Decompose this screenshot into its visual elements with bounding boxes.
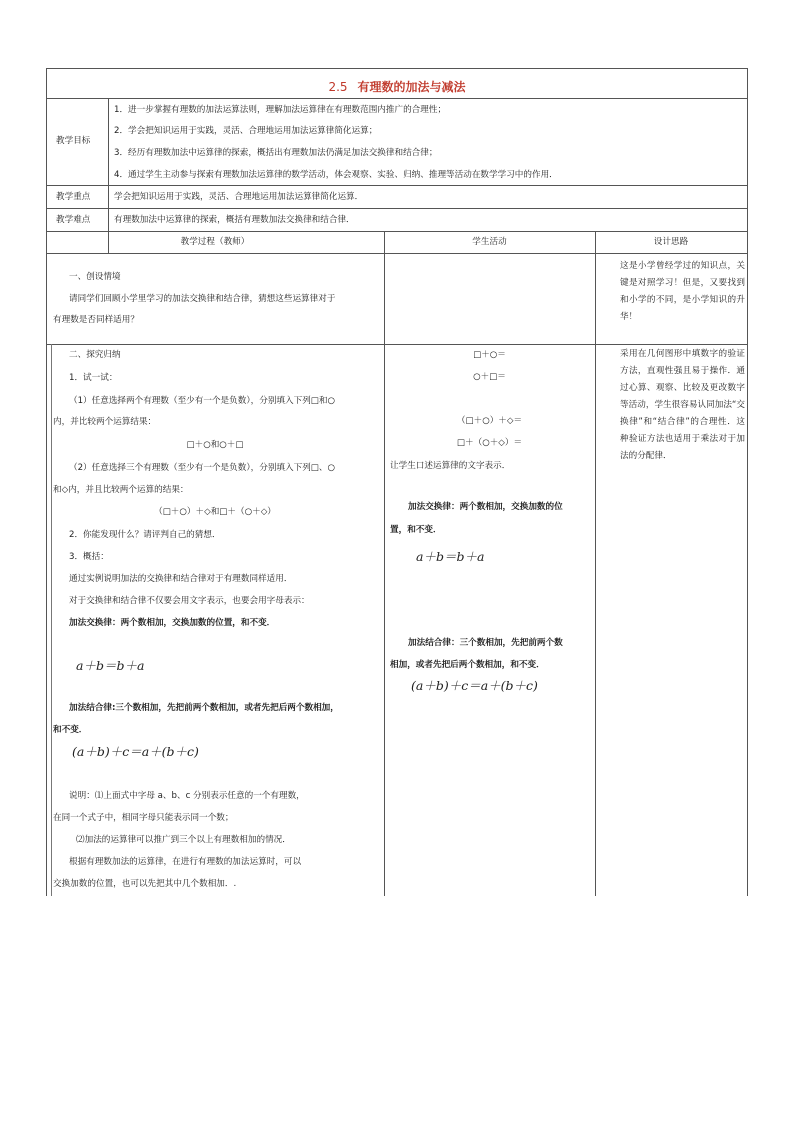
row-divider (46, 208, 748, 209)
key-point-text: 学会把知识运用于实践，灵活、合理地运用加法运算律简化运算． (114, 192, 364, 202)
row-divider (46, 253, 748, 254)
task1-text: （1）任意选择两个有理数（至少有一个是负数），分别填入下列□和○ (69, 396, 336, 406)
label-column-divider (108, 98, 109, 253)
design-column-header: 设计思路 (653, 237, 689, 247)
goals-label: 教学目标 (56, 136, 91, 146)
process-column-header: 教学过程（教师） (180, 237, 250, 247)
student-column-divider (384, 231, 385, 896)
student-commutative-formula: a＋b＝b＋a (416, 549, 485, 564)
student-activity-text: 让学生口述运算律的文字表示． (390, 461, 511, 471)
explanation-text: 根据有理数加法的运算律，在进行有理数的加法运算时，可以 (69, 857, 302, 867)
task1-text: 内，并比较两个运算结果： (53, 417, 157, 427)
section1-design-note: 这是小学曾经学过的知识点，关键是对照学习！但是，又要找到和小学的不同，是小学知识的升华！ (620, 261, 745, 322)
section1-heading: 一、创设情境 (69, 272, 121, 282)
commutative-formula: a＋b＝b＋a (76, 658, 145, 673)
lesson-plan-table (46, 68, 748, 896)
student-associative-law: 加法结合律：三个数相加，先把前两个数 (408, 638, 563, 648)
table-left-border (46, 68, 47, 896)
question2-text: 2．你能发现什么？请评判自己的猜想． (69, 530, 221, 540)
section2-design-note: 采用在几何图形中填数字的验证方法，直观性强且易于操作．通过心算、观察、比较及更改数字等活动，学生很容易认同加法“交换律”和“结合律”的合理性．这种验证方法也适用于乘法对于加法的分配律． (620, 349, 745, 461)
section1-text: 有理数是否同样适用？ (53, 315, 139, 325)
goal-item: 1．进一步掌握有理数的加法运算法则，理解加法运算律在有理数范围内推广的合理性； (114, 105, 447, 115)
student-fill-expression: ○＋□＝ (473, 372, 506, 382)
student-associative-formula: (a＋b)＋c＝a＋(b＋c) (411, 678, 538, 693)
goal-item: 3．经历有理数加法中运算律的探索，概括出有理数加法仍满足加法交换律和结合律； (114, 148, 438, 158)
task2-text: （2）任意选择三个有理数（至少有一个是负数），分别填入下列□、○ (69, 463, 336, 473)
table-right-border (747, 68, 748, 896)
task2-expression: （□＋○）＋◇和□＋（○＋◇） (154, 507, 276, 517)
student-commutative-law: 置，和不变． (390, 525, 442, 535)
try-label: 1．试一试： (69, 373, 118, 383)
student-fill-expression: □＋○＝ (473, 350, 506, 360)
page-title (46, 78, 748, 95)
title-text: 有理数的加法与减法 (357, 80, 466, 94)
task1-expression: □＋○和○＋□ (186, 440, 244, 450)
student-column-header: 学生活动 (472, 237, 507, 247)
inner-margin-line (51, 344, 52, 896)
goal-item: 2．学会把知识运用于实践，灵活、合理地运用加法运算律简化运算； (114, 126, 378, 136)
student-fill-expression: □＋（○＋◇）＝ (456, 438, 523, 448)
explanation-text: 交换加数的位置，也可以先把其中几个数相加．. (53, 879, 237, 889)
row-divider (46, 231, 748, 232)
associative-law-text: 和不变． (53, 725, 88, 735)
goal-item: 4．通过学生主动参与探索有理数加法运算律的数学活动，体会观察、实验、归纳、推理等活动在数学学习中的作用． (114, 170, 558, 180)
student-commutative-law: 加法交换律：两个数相加，交换加数的位 (408, 502, 563, 512)
difficulty-text: 有理数加法中运算律的探索，概括有理数加法交换律和结合律． (114, 215, 355, 225)
associative-law-text: 加法结合律:三个数相加，先把前两个数相加，或者先把后两个数相加， (69, 703, 339, 713)
student-fill-expression: （□＋○）＋◇＝ (456, 416, 523, 426)
row-divider (46, 185, 748, 186)
commutative-law-text: 加法交换律：两个数相加，交换加数的位置，和不变． (69, 618, 276, 628)
section2-heading: 二、探究归纳 (69, 350, 121, 360)
design-column-divider (595, 231, 596, 896)
explanation-text: 在同一个式子中，相同字母只能表示同一个数； (53, 813, 234, 823)
task2-text: 和◇内，并且比较两个运算的结果： (53, 485, 189, 495)
summary-text: 对于交换律和结合律不仅要会用文字表示，也要会用字母表示： (69, 596, 310, 606)
key-point-label: 教学重点 (56, 192, 91, 202)
row-divider (46, 344, 748, 345)
table-top-border (46, 68, 748, 69)
section1-text: 请同学们回顾小学里学习的加法交换律和结合律，猜想这些运算律对于 (69, 294, 336, 304)
row-divider (46, 98, 748, 99)
explanation-text: ⑵加法的运算律可以推广到三个以上有理数相加的情况． (76, 835, 291, 845)
student-associative-law: 相加，或者先把后两个数相加，和不变． (390, 660, 545, 670)
summary-text: 通过实例说明加法的交换律和结合律对于有理数同样适用． (69, 574, 293, 584)
difficulty-label: 教学难点 (56, 215, 91, 225)
explanation-text: 说明：⑴上面式中字母 a、b、c 分别表示任意的一个有理数， (69, 791, 305, 801)
associative-formula: (a＋b)＋c＝a＋(b＋c) (72, 744, 199, 759)
section-number: 2.5 (328, 80, 348, 94)
question3-text: 3．概括： (69, 552, 109, 562)
